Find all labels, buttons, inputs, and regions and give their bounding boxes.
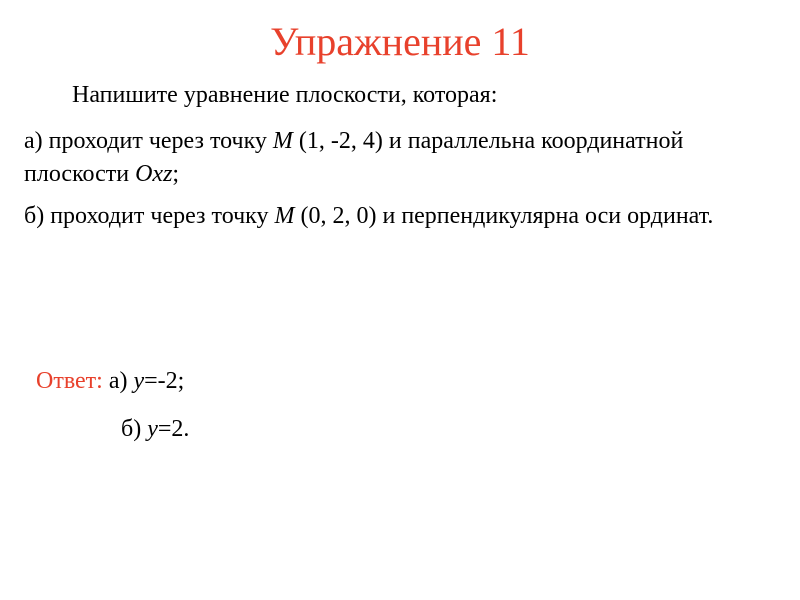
answer-label: Ответ: bbox=[36, 368, 103, 394]
page-title: Упражнение 11 bbox=[270, 19, 530, 64]
task-a-suffix: ; bbox=[172, 161, 180, 187]
answer-b-prefix: б) bbox=[121, 416, 148, 442]
task-b-prefix: б) проходит через точку bbox=[24, 203, 275, 229]
task-a-point: M bbox=[272, 128, 293, 154]
instruction-text: Напишите уравнение плоскости, которая: bbox=[72, 82, 498, 108]
task-a-plane: Oxz bbox=[135, 161, 173, 187]
task-b-coords: (0, 2, 0) и перпендикулярна оси ординат. bbox=[294, 203, 714, 229]
task-a-coords: (1, -2, 4) и параллельна координатной плоскости bbox=[24, 128, 684, 187]
answer-a-prefix: а) bbox=[102, 368, 134, 394]
task-a bbox=[24, 125, 784, 191]
answer-b bbox=[121, 414, 189, 444]
answer-a-value: =-2; bbox=[144, 368, 185, 394]
answer-a-variable: y bbox=[133, 368, 145, 394]
task-b bbox=[24, 200, 784, 233]
answer-b-variable: y bbox=[147, 416, 158, 442]
task-a-prefix: а) проходит через точку bbox=[24, 128, 273, 154]
answer-a bbox=[36, 366, 184, 396]
answer-b-value: =2. bbox=[157, 416, 190, 442]
task-b-point: M bbox=[274, 203, 295, 229]
